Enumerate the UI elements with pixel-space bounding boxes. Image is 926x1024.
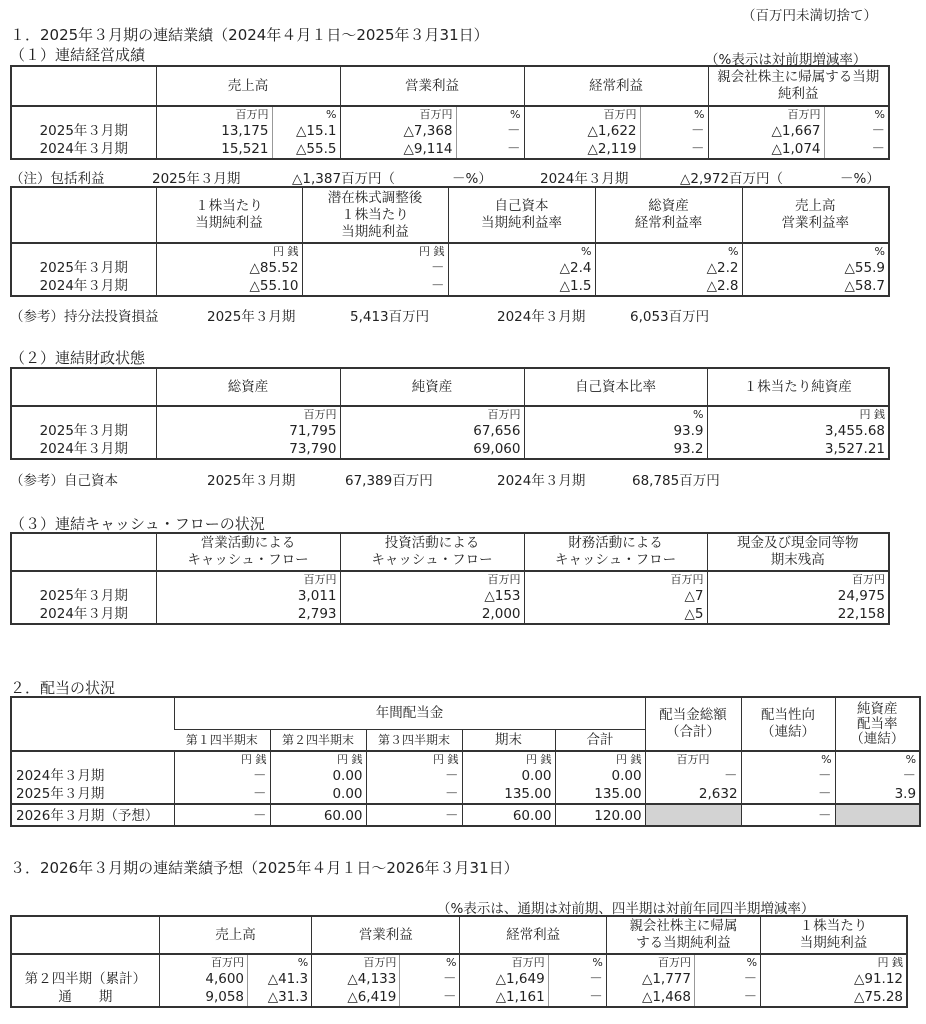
cell: － bbox=[548, 988, 606, 1007]
unit: 百万円 bbox=[606, 954, 694, 970]
row-label: 通 期 bbox=[58, 989, 113, 1005]
unit: % bbox=[835, 751, 920, 767]
comprehensive-period2: 2024年３月期 bbox=[540, 171, 629, 187]
unit: 百万円 bbox=[312, 954, 400, 970]
unit: 百万円 bbox=[460, 954, 548, 970]
col-header: 総資産 bbox=[156, 368, 340, 406]
unit: % bbox=[548, 954, 606, 970]
col-header: 配当性向 （連結） bbox=[741, 697, 835, 751]
table-row bbox=[11, 422, 889, 440]
cell: － bbox=[400, 988, 460, 1007]
unit: % bbox=[824, 106, 889, 122]
unit: % bbox=[272, 106, 340, 122]
unit: 円 銭 bbox=[156, 243, 302, 259]
cell: △58.7 bbox=[742, 277, 889, 296]
col-header: 営業利益 bbox=[340, 66, 524, 106]
cell: △1.5 bbox=[448, 277, 595, 296]
col-header: 総資産 経常利益率 bbox=[595, 187, 742, 243]
unit: % bbox=[456, 106, 524, 122]
cell: 2,632 bbox=[645, 785, 741, 804]
sub1-note: （%表示は対前期増減率） bbox=[705, 52, 867, 68]
per-share-table bbox=[10, 186, 890, 297]
cell: △91.12 bbox=[761, 970, 907, 988]
cell: 71,795 bbox=[156, 422, 340, 440]
equity-method-period2: 2024年３月期 bbox=[497, 309, 586, 325]
shaded-cell bbox=[835, 804, 920, 826]
row-label: 2024年３月期 bbox=[39, 606, 128, 622]
cell: 73,790 bbox=[156, 440, 340, 459]
cell: 93.9 bbox=[524, 422, 707, 440]
unit: 百万円 bbox=[340, 571, 524, 587]
unit: 円 銭 bbox=[707, 406, 889, 422]
cell: － bbox=[302, 259, 448, 277]
cell: － bbox=[302, 277, 448, 296]
cell: △5 bbox=[524, 605, 707, 624]
unit: 円 銭 bbox=[270, 751, 366, 767]
cell: △1,161 bbox=[460, 988, 548, 1007]
cell: － bbox=[174, 804, 270, 826]
col-header: 親会社株主に帰属する当期純利益 bbox=[708, 66, 889, 106]
row-label: 2025年３月期 bbox=[39, 123, 128, 139]
col-header: 現金及び現金同等物 期末残高 bbox=[707, 533, 889, 571]
section1-title: １．2025年３月期の連結業績（2024年４月１日～2025年３月31日） bbox=[10, 26, 489, 44]
cell: △153 bbox=[340, 587, 524, 605]
unit: 百万円 bbox=[156, 406, 340, 422]
cell: 24,975 bbox=[707, 587, 889, 605]
table-row bbox=[11, 140, 889, 159]
comprehensive-period1: 2025年３月期 bbox=[152, 171, 241, 187]
unit: 百万円 bbox=[340, 106, 456, 122]
unit: 百万円 bbox=[707, 571, 889, 587]
cell: △1,649 bbox=[460, 970, 548, 988]
cell: 67,656 bbox=[340, 422, 524, 440]
col-header: 売上高 bbox=[156, 66, 340, 106]
unit: 円 銭 bbox=[462, 751, 555, 767]
table-row bbox=[11, 605, 889, 624]
cell: － bbox=[174, 767, 270, 785]
unit: % bbox=[400, 954, 460, 970]
group-header: 年間配当金 bbox=[174, 697, 645, 729]
col-header: 売上高 営業利益率 bbox=[742, 187, 889, 243]
cell: － bbox=[640, 122, 708, 140]
table-row bbox=[11, 587, 889, 605]
cell: △1,074 bbox=[708, 140, 824, 159]
cell: △1,622 bbox=[524, 122, 640, 140]
corner-cell bbox=[11, 697, 174, 751]
unit: 百万円 bbox=[156, 106, 272, 122]
col-header: 経常利益 bbox=[460, 916, 606, 954]
cell: △2.4 bbox=[448, 259, 595, 277]
col-header: 営業利益 bbox=[312, 916, 460, 954]
section3-note: （%表示は、通期は対前期、四半期は対前年同四半期増減率） bbox=[437, 901, 815, 917]
col-header: 自己資本比率 bbox=[524, 368, 707, 406]
cell: △31.3 bbox=[248, 988, 312, 1007]
equity-method-value2: 6,053百万円 bbox=[630, 309, 710, 325]
cell: △9,114 bbox=[340, 140, 456, 159]
row-label: 2024年３月期 bbox=[16, 768, 105, 784]
cell: 3.9 bbox=[835, 785, 920, 804]
row-label: 2024年３月期 bbox=[39, 441, 128, 457]
row-label: 2026年３月期（予想） bbox=[11, 804, 174, 826]
sub-col-header: 第１四半期末 bbox=[174, 729, 270, 751]
col-header: 財務活動による キャッシュ・フロー bbox=[524, 533, 707, 571]
table-row bbox=[11, 970, 907, 988]
cell: △85.52 bbox=[156, 259, 302, 277]
col-header: 営業活動による キャッシュ・フロー bbox=[156, 533, 340, 571]
forecast-table bbox=[10, 915, 908, 1008]
corner-cell bbox=[11, 533, 156, 571]
operating-results-table bbox=[10, 65, 890, 160]
table-row bbox=[11, 259, 889, 277]
corner-cell bbox=[11, 368, 156, 406]
cell: 0.00 bbox=[555, 767, 645, 785]
comprehensive-value2: △2,972百万円（ bbox=[680, 171, 784, 187]
cell: △55.10 bbox=[156, 277, 302, 296]
cell: 3,455.68 bbox=[707, 422, 889, 440]
unit: % bbox=[742, 243, 889, 259]
cell: 0.00 bbox=[462, 767, 555, 785]
cell: － bbox=[366, 785, 462, 804]
unit: 百万円 bbox=[340, 406, 524, 422]
cell: △75.28 bbox=[761, 988, 907, 1007]
sub1-title: （１）連結経営成績 bbox=[10, 46, 146, 64]
sub2-title: （２）連結財政状態 bbox=[10, 349, 146, 367]
cell: － bbox=[741, 785, 835, 804]
cash-flow-table bbox=[10, 532, 890, 625]
col-header: 純資産 bbox=[340, 368, 524, 406]
section2-title: ２．配当の状況 bbox=[10, 679, 116, 697]
cell: 135.00 bbox=[555, 785, 645, 804]
cell: 15,521 bbox=[156, 140, 272, 159]
row-label: 2025年３月期 bbox=[39, 588, 128, 604]
equity-method-period1: 2025年３月期 bbox=[207, 309, 296, 325]
cell: － bbox=[694, 988, 760, 1007]
cell: 135.00 bbox=[462, 785, 555, 804]
sub-col-header: 第２四半期末 bbox=[270, 729, 366, 751]
row-label: 第２四半期（累計） bbox=[24, 971, 147, 987]
corner-cell bbox=[11, 66, 156, 106]
financial-position-table bbox=[10, 367, 890, 460]
comprehensive-label: （注）包括利益 bbox=[10, 171, 105, 187]
table-row bbox=[11, 277, 889, 296]
cell: △4,133 bbox=[312, 970, 400, 988]
row-label: 2025年３月期 bbox=[39, 423, 128, 439]
cell: △7 bbox=[524, 587, 707, 605]
col-header: 投資活動による キャッシュ・フロー bbox=[340, 533, 524, 571]
equity-method-value1: 5,413百万円 bbox=[350, 309, 430, 325]
cell: － bbox=[835, 767, 920, 785]
cell: － bbox=[400, 970, 460, 988]
cell: 120.00 bbox=[555, 804, 645, 826]
unit: 円 銭 bbox=[302, 243, 448, 259]
equity-period2: 2024年３月期 bbox=[497, 473, 586, 489]
equity-label: （参考）自己資本 bbox=[10, 473, 118, 489]
row-label: 2025年３月期 bbox=[39, 260, 128, 276]
section3-title: ３．2026年３月期の連結業績予想（2025年４月１日～2026年３月31日） bbox=[10, 859, 519, 877]
cell: 0.00 bbox=[270, 767, 366, 785]
cell: － bbox=[694, 970, 760, 988]
col-header: 純資産 配当率 （連結） bbox=[835, 697, 920, 751]
cell: － bbox=[174, 785, 270, 804]
cell: △55.9 bbox=[742, 259, 889, 277]
table-row bbox=[11, 440, 889, 459]
unit: 百万円 bbox=[156, 571, 340, 587]
cell: 60.00 bbox=[462, 804, 555, 826]
unit: 円 銭 bbox=[761, 954, 907, 970]
row-label: 2025年３月期 bbox=[16, 786, 105, 802]
dividends-table bbox=[10, 696, 921, 827]
unit: 百万円 bbox=[524, 106, 640, 122]
cell: △41.3 bbox=[248, 970, 312, 988]
corner-cell bbox=[11, 916, 159, 954]
cell: － bbox=[366, 767, 462, 785]
equity-value1: 67,389百万円 bbox=[345, 473, 433, 489]
forecast-row bbox=[11, 804, 920, 826]
table-row bbox=[11, 988, 907, 1007]
cell: △15.1 bbox=[272, 122, 340, 140]
cell: △55.5 bbox=[272, 140, 340, 159]
row-label: 2024年３月期 bbox=[39, 141, 128, 157]
unit: 百万円 bbox=[524, 571, 707, 587]
equity-period1: 2025年３月期 bbox=[207, 473, 296, 489]
shaded-cell bbox=[645, 804, 741, 826]
comprehensive-rate2: －%） bbox=[840, 171, 880, 187]
col-header: 親会社株主に帰属 する当期純利益 bbox=[606, 916, 760, 954]
cell: 9,058 bbox=[159, 988, 247, 1007]
cell: 4,600 bbox=[159, 970, 247, 988]
cell: △2.2 bbox=[595, 259, 742, 277]
col-header: １株当たり 当期純利益 bbox=[761, 916, 907, 954]
cell: － bbox=[741, 767, 835, 785]
unit: 百万円 bbox=[159, 954, 247, 970]
cell: 13,175 bbox=[156, 122, 272, 140]
cell: － bbox=[548, 970, 606, 988]
equity-method-label: （参考）持分法投資損益 bbox=[10, 309, 159, 325]
cell: － bbox=[824, 122, 889, 140]
unit: % bbox=[448, 243, 595, 259]
col-header: 経常利益 bbox=[524, 66, 708, 106]
col-header: 配当金総額 （合計） bbox=[645, 697, 741, 751]
cell: 69,060 bbox=[340, 440, 524, 459]
unit: 円 銭 bbox=[555, 751, 645, 767]
col-header: 潜在株式調整後 １株当たり 当期純利益 bbox=[302, 187, 448, 243]
cell: 3,011 bbox=[156, 587, 340, 605]
cell: 60.00 bbox=[270, 804, 366, 826]
cell: － bbox=[456, 122, 524, 140]
unit: % bbox=[248, 954, 312, 970]
unit: 百万円 bbox=[645, 751, 741, 767]
unit: 円 銭 bbox=[174, 751, 270, 767]
unit: % bbox=[524, 406, 707, 422]
table-row bbox=[11, 767, 920, 785]
unit: 円 銭 bbox=[366, 751, 462, 767]
table-row bbox=[11, 785, 920, 804]
unit: 百万円 bbox=[708, 106, 824, 122]
cell: － bbox=[456, 140, 524, 159]
cell: 3,527.21 bbox=[707, 440, 889, 459]
sub-col-header: 期末 bbox=[462, 729, 555, 751]
cell: － bbox=[640, 140, 708, 159]
col-header: １株当たり 当期純利益 bbox=[156, 187, 302, 243]
cell: △7,368 bbox=[340, 122, 456, 140]
cell: △1,667 bbox=[708, 122, 824, 140]
cell: 2,000 bbox=[340, 605, 524, 624]
col-header: 自己資本 当期純利益率 bbox=[448, 187, 595, 243]
row-label: 2024年３月期 bbox=[39, 278, 128, 294]
cell: 22,158 bbox=[707, 605, 889, 624]
comprehensive-rate1: －%） bbox=[452, 171, 492, 187]
cell: △2,119 bbox=[524, 140, 640, 159]
cell: △2.8 bbox=[595, 277, 742, 296]
cell: － bbox=[824, 140, 889, 159]
cell: 93.2 bbox=[524, 440, 707, 459]
equity-value2: 68,785百万円 bbox=[632, 473, 720, 489]
sub3-title: （３）連結キャッシュ・フローの状況 bbox=[10, 515, 265, 533]
unit: % bbox=[640, 106, 708, 122]
cell: 2,793 bbox=[156, 605, 340, 624]
corner-cell bbox=[11, 187, 156, 243]
cell: △6,419 bbox=[312, 988, 400, 1007]
cell: 0.00 bbox=[270, 785, 366, 804]
col-header: 売上高 bbox=[159, 916, 311, 954]
cell: － bbox=[741, 804, 835, 826]
cell: － bbox=[366, 804, 462, 826]
comprehensive-value1: △1,387百万円（ bbox=[292, 171, 396, 187]
sub-col-header: 合計 bbox=[555, 729, 645, 751]
rounding-note: （百万円未満切捨て） bbox=[742, 8, 877, 24]
table-row bbox=[11, 122, 889, 140]
cell: △1,777 bbox=[606, 970, 694, 988]
cell: △1,468 bbox=[606, 988, 694, 1007]
unit: % bbox=[694, 954, 760, 970]
unit: % bbox=[741, 751, 835, 767]
unit: % bbox=[595, 243, 742, 259]
sub-col-header: 第３四半期末 bbox=[366, 729, 462, 751]
cell: － bbox=[645, 767, 741, 785]
col-header: １株当たり純資産 bbox=[707, 368, 889, 406]
